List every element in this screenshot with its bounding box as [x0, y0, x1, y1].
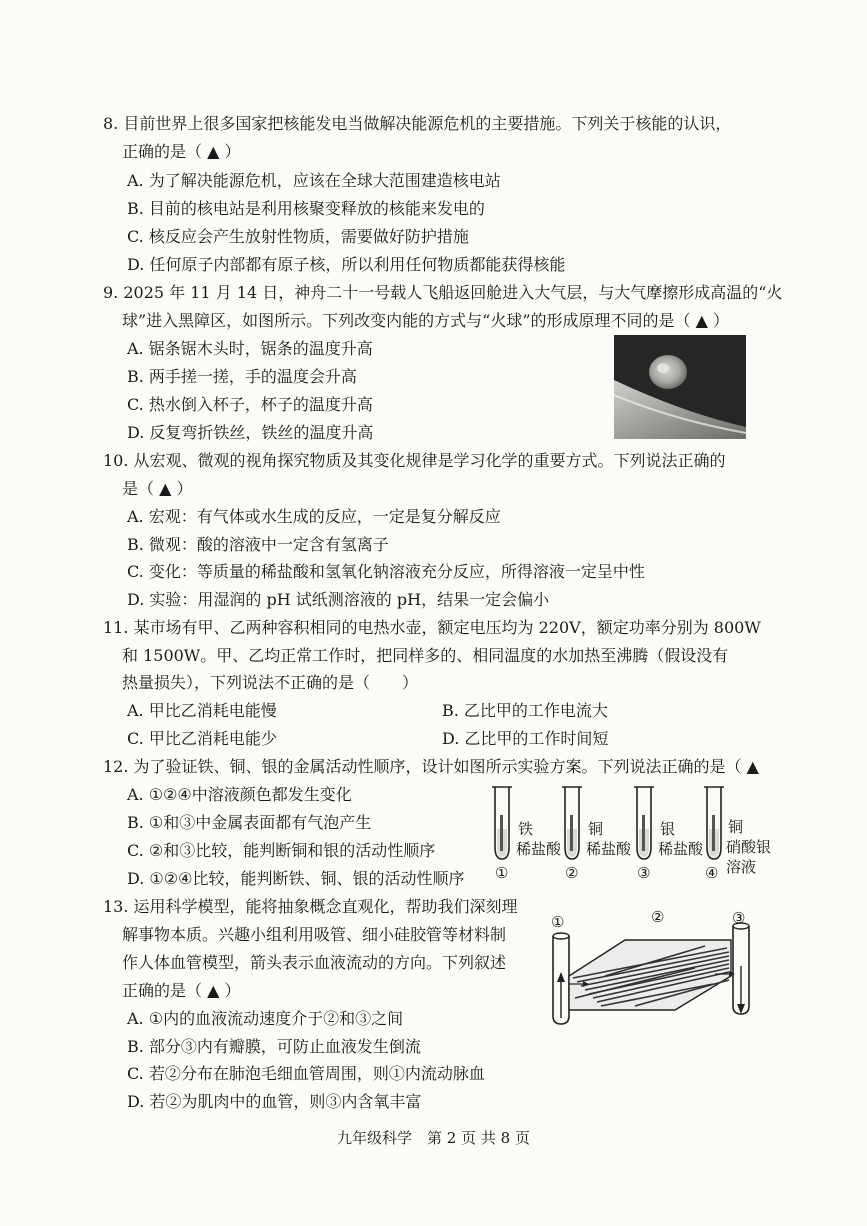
- tube3-number: ③: [637, 864, 651, 882]
- tube4-solution-label: 硝酸银: [726, 838, 772, 856]
- q12-option-a: A. ①②④中溶液颜色都发生变化: [127, 785, 352, 804]
- tube1-solution-label: 稀盐酸: [516, 840, 562, 858]
- q11-option-a: A. 甲比乙消耗电能慢: [127, 701, 277, 720]
- page-footer: 九年级科学 第 2 页 共 8 页: [337, 1129, 530, 1147]
- q9-option-c: C. 热水倒入杯子，杯子的温度升高: [127, 395, 373, 414]
- q13-stem-line4: 正确的是（ ▲ ）: [122, 981, 241, 1000]
- blood-vessel-model: [545, 908, 760, 1033]
- fireball-photo: [614, 335, 746, 439]
- q11-stem-line2: 和 1500W。甲、乙均正常工作时，把同样多的、相同温度的水加热至沸腾（假设没有: [122, 646, 729, 665]
- tube4-metal-label: 铜: [728, 818, 744, 836]
- tube3-solution-label: 稀盐酸: [658, 840, 704, 858]
- q11-option-c: C. 甲比乙消耗电能少: [127, 729, 277, 748]
- q11-stem-line1: 11. 某市场有甲、乙两种容积相同的电热水壶，额定电压均为 220V，额定功率分别为 800W: [103, 618, 761, 637]
- q9-option-d: D. 反复弯折铁丝，铁丝的温度升高: [127, 423, 374, 442]
- tube4-number: ④: [705, 864, 719, 882]
- q11-option-b: B. 乙比甲的工作电流大: [442, 701, 608, 720]
- q13-stem-line3: 作人体血管模型，箭头表示血液流动的方向。下列叙述: [122, 953, 507, 972]
- tube1-number: ①: [495, 864, 509, 882]
- q13-option-b: B. 部分③内有瓣膜，可防止血液发生倒流: [127, 1037, 421, 1056]
- vessel-label-3: ③: [732, 909, 746, 927]
- q8-stem-line2: 正确的是（ ▲ ）: [122, 142, 241, 161]
- q10-stem-line2: 是（ ▲ ）: [122, 479, 193, 498]
- q9-stem-line1: 9. 2025 年 11 月 14 日，神舟二十一号载人飞船返回舱进入大气层，与大气摩擦形成高温的“火: [103, 283, 783, 302]
- tube2-solution-label: 稀盐酸: [586, 840, 632, 858]
- q13-option-d: D. 若②为肌肉中的血管，则③内含氧丰富: [127, 1092, 422, 1111]
- tube1-metal-label: 铁: [518, 820, 534, 838]
- q8-option-b: B. 目前的核电站是利用核聚变释放的核能来发电的: [127, 199, 485, 218]
- q8-option-d: D. 任何原子内部都有原子核，所以利用任何物质都能获得核能: [127, 255, 566, 274]
- vessel-label-1: ①: [551, 913, 565, 931]
- q8-stem-line1: 8. 目前世界上很多国家把核能发电当做解决能源危机的主要措施。下列关于核能的认识，: [103, 114, 732, 133]
- q11-stem-line3: 热量损失），下列说法不正确的是（ ）: [122, 673, 419, 692]
- q12-stem-line1: 12. 为了验证铁、铜、银的金属活动性顺序，设计如图所示实验方案。下列说法正确的是（ ▲: [103, 757, 759, 776]
- tube4-solution-label2: 溶液: [726, 858, 757, 876]
- q12-option-d: D. ①②④比较，能判断铁、铜、银的活动性顺序: [127, 869, 465, 888]
- q10-option-d: D. 实验：用湿润的 pH 试纸测溶液的 pH，结果一定会偏小: [127, 590, 550, 609]
- q10-stem-line1: 10. 从宏观、微观的视角探究物质及其变化规律是学习化学的重要方式。下列说法正确的: [103, 451, 726, 470]
- q12-option-b: B. ①和③中金属表面都有气泡产生: [127, 813, 372, 832]
- q13-stem-line1: 13. 运用科学模型，能将抽象概念直观化，帮助我们深刻理: [103, 897, 518, 916]
- tube2-number: ②: [565, 864, 579, 882]
- q10-option-b: B. 微观：酸的溶液中一定含有氢离子: [127, 535, 389, 554]
- q13-option-c: C. 若②分布在肺泡毛细血管周围，则①内流动脉血: [127, 1064, 485, 1083]
- q9-option-a: A. 锯条锯木头时，锯条的温度升高: [127, 339, 373, 358]
- q13-stem-line2: 解事物本质。兴趣小组利用吸管、细小硅胶管等材料制: [122, 925, 507, 944]
- vessel-label-2: ②: [651, 908, 665, 926]
- q10-option-c: C. 变化：等质量的稀盐酸和氢氧化钠溶液充分反应，所得溶液一定呈中性: [127, 562, 645, 581]
- q9-stem-line2: 球”进入黑障区，如图所示。下列改变内能的方式与“火球”的形成原理不同的是（ ▲ ）: [122, 311, 730, 330]
- q9-option-b: B. 两手搓一搓，手的温度会升高: [127, 367, 357, 386]
- q10-option-a: A. 宏观：有气体或水生成的反应，一定是复分解反应: [127, 507, 501, 526]
- tube3-metal-label: 银: [660, 820, 676, 838]
- tube2-metal-label: 铜: [588, 820, 604, 838]
- q13-option-a: A. ①内的血液流动速度介于②和③之间: [127, 1009, 404, 1028]
- q8-option-c: C. 核反应会产生放射性物质，需要做好防护措施: [127, 227, 469, 246]
- q12-option-c: C. ②和③比较，能判断铜和银的活动性顺序: [127, 841, 436, 860]
- q8-option-a: A. 为了解决能源危机，应该在全球大范围建造核电站: [127, 171, 501, 190]
- q11-option-d: D. 乙比甲的工作时间短: [442, 729, 609, 748]
